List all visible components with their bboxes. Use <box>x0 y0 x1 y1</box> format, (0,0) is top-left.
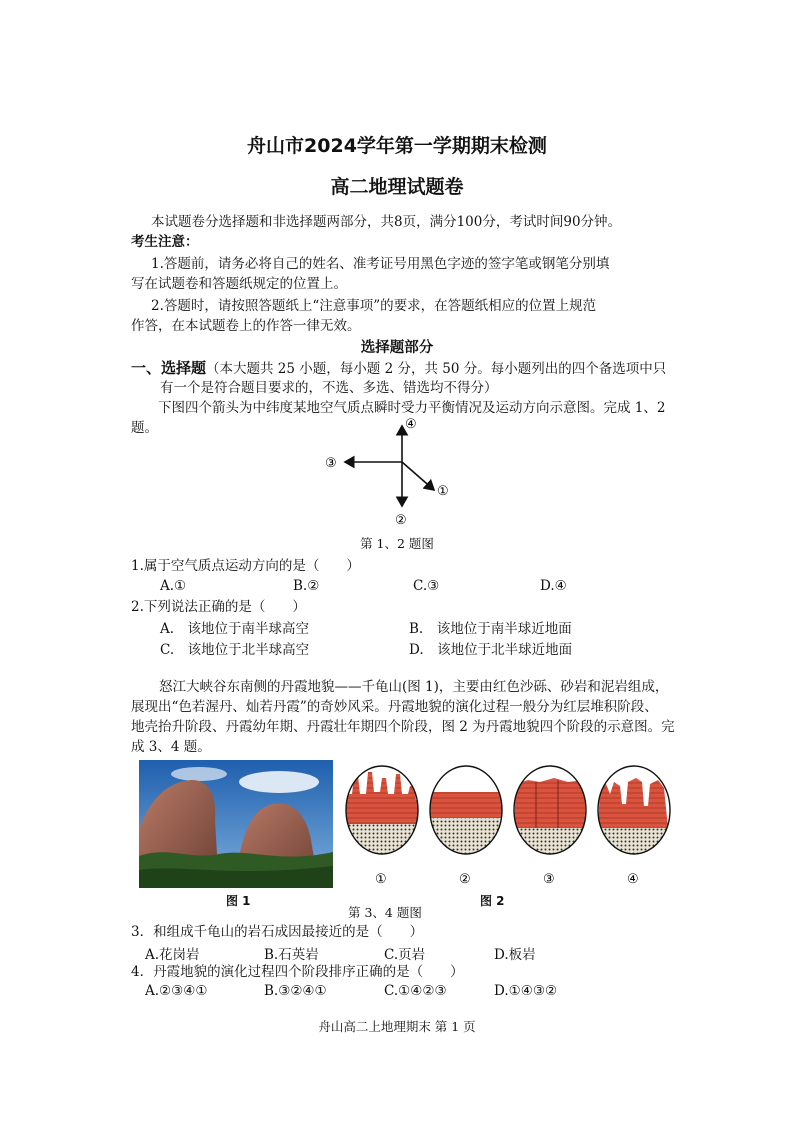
force-diagram <box>315 412 465 530</box>
notice-line: 2.答题时，请按照答题纸上“注意事项”的要求，在答题纸相应的位置上规范 <box>151 298 597 314</box>
q4-option-a[interactable]: A.②③④① <box>145 983 208 999</box>
stem-line: 成 3、4 题。 <box>131 739 211 755</box>
q4-option-b[interactable]: B.③②④① <box>264 983 327 999</box>
q4-option-c[interactable]: C.①④②③ <box>384 983 447 999</box>
exam-title: 舟山市2024学年第一学期期末检测 <box>247 135 547 157</box>
fig1-caption: 图 1 <box>226 894 251 908</box>
q4-stem: 4．丹霞地貌的演化过程四个阶段排序正确的是（ ） <box>131 964 464 980</box>
q3-option-b[interactable]: B.石英岩 <box>264 947 319 963</box>
part-title: 选择题部分 <box>360 340 434 356</box>
q2-option-c[interactable]: C. 该地位于北半球高空 <box>160 642 310 658</box>
stage-label: ④ <box>627 872 639 887</box>
label-3: ③ <box>325 456 337 471</box>
q3-option-d[interactable]: D.板岩 <box>494 947 536 963</box>
danxia-stages-diagram <box>344 764 674 888</box>
stem-line: 怒江大峡谷东南侧的丹霞地貌——千龟山(图 1)，主要由红色沙砾、砂岩和泥岩组成， <box>159 679 669 695</box>
stage-1-oval <box>344 764 424 856</box>
section-desc: 有一个是符合题目要求的，不选、多选、错选均不得分） <box>160 380 498 396</box>
q2-stem: 2.下列说法正确的是（ ） <box>131 599 306 615</box>
q1-option-b[interactable]: B.② <box>293 578 320 594</box>
section-heading: 一、选择题 <box>131 359 207 377</box>
label-1: ① <box>437 484 449 499</box>
notice-line: 写在试题卷和答题纸规定的位置上。 <box>131 276 347 292</box>
q2-option-a[interactable]: A. 该地位于南半球高空 <box>160 621 310 637</box>
stage-3-oval <box>512 764 592 856</box>
danxia-photo <box>139 760 333 888</box>
fig2-caption: 图 2 <box>480 894 505 908</box>
q1-option-d[interactable]: D.④ <box>540 578 567 594</box>
stem-line: 展现出“色若渥丹、灿若丹霞”的奇妙风采。丹霞地貌的演化过程一般分为红层堆积阶段、 <box>131 699 658 715</box>
q1-option-a[interactable]: A.① <box>160 578 187 594</box>
q2-option-d[interactable]: D. 该地位于北半球近地面 <box>409 642 573 658</box>
paper-subtitle: 高二地理试题卷 <box>330 176 464 198</box>
stage-label: ③ <box>543 872 555 887</box>
q3-stem: 3．和组成千龟山的岩石成因最接近的是（ ） <box>131 924 424 940</box>
q1-option-c[interactable]: C.③ <box>413 578 440 594</box>
page-footer: 舟山高二上地理期末 第 1 页 <box>318 1019 476 1034</box>
figure-caption: 第 1、2 题图 <box>360 536 434 551</box>
q1-stem: 1.属于空气质点运动方向的是（ ） <box>131 558 360 574</box>
figure-caption: 第 3、4 题图 <box>348 905 422 920</box>
stage-label: ① <box>375 872 387 887</box>
stage-4-oval <box>596 764 674 856</box>
question-stem: 题。 <box>131 420 158 436</box>
q3-option-c[interactable]: C.页岩 <box>384 947 426 963</box>
stem-line: 地壳抬升阶段、丹霞幼年期、丹霞壮年期四个阶段，图 2 为丹霞地貌四个阶段的示意图。完 <box>131 719 675 735</box>
notice-line: 1.答题前，请务必将自己的姓名、准考证号用黑色字迹的签字笔或钢笔分别填 <box>151 256 610 272</box>
section-desc: （本大题共 25 小题，每小题 2 分，共 50 分。每小题列出的四个备选项中只 <box>206 361 667 377</box>
notice-title: 考生注意： <box>131 234 199 250</box>
notice-line: 作答，在本试题卷上的作答一律无效。 <box>131 318 361 334</box>
label-2: ② <box>395 513 407 528</box>
q2-option-b[interactable]: B. 该地位于南半球近地面 <box>409 621 572 637</box>
section-heading-row <box>131 358 666 379</box>
stage-label: ② <box>459 872 471 887</box>
intro-text: 本试题卷分选择题和非选择题两部分，共8页，满分100分，考试时间90分钟。 <box>151 214 622 230</box>
arrow-1 <box>402 462 434 490</box>
stage-2-oval <box>428 764 508 856</box>
q3-option-a[interactable]: A.花岗岩 <box>145 947 200 963</box>
label-4: ④ <box>405 417 417 432</box>
question-stem: 下图四个箭头为中纬度某地空气质点瞬时受力平衡情况及运动方向示意图。完成 1、2 <box>158 400 666 416</box>
q4-option-d[interactable]: D.①④③② <box>494 983 558 999</box>
